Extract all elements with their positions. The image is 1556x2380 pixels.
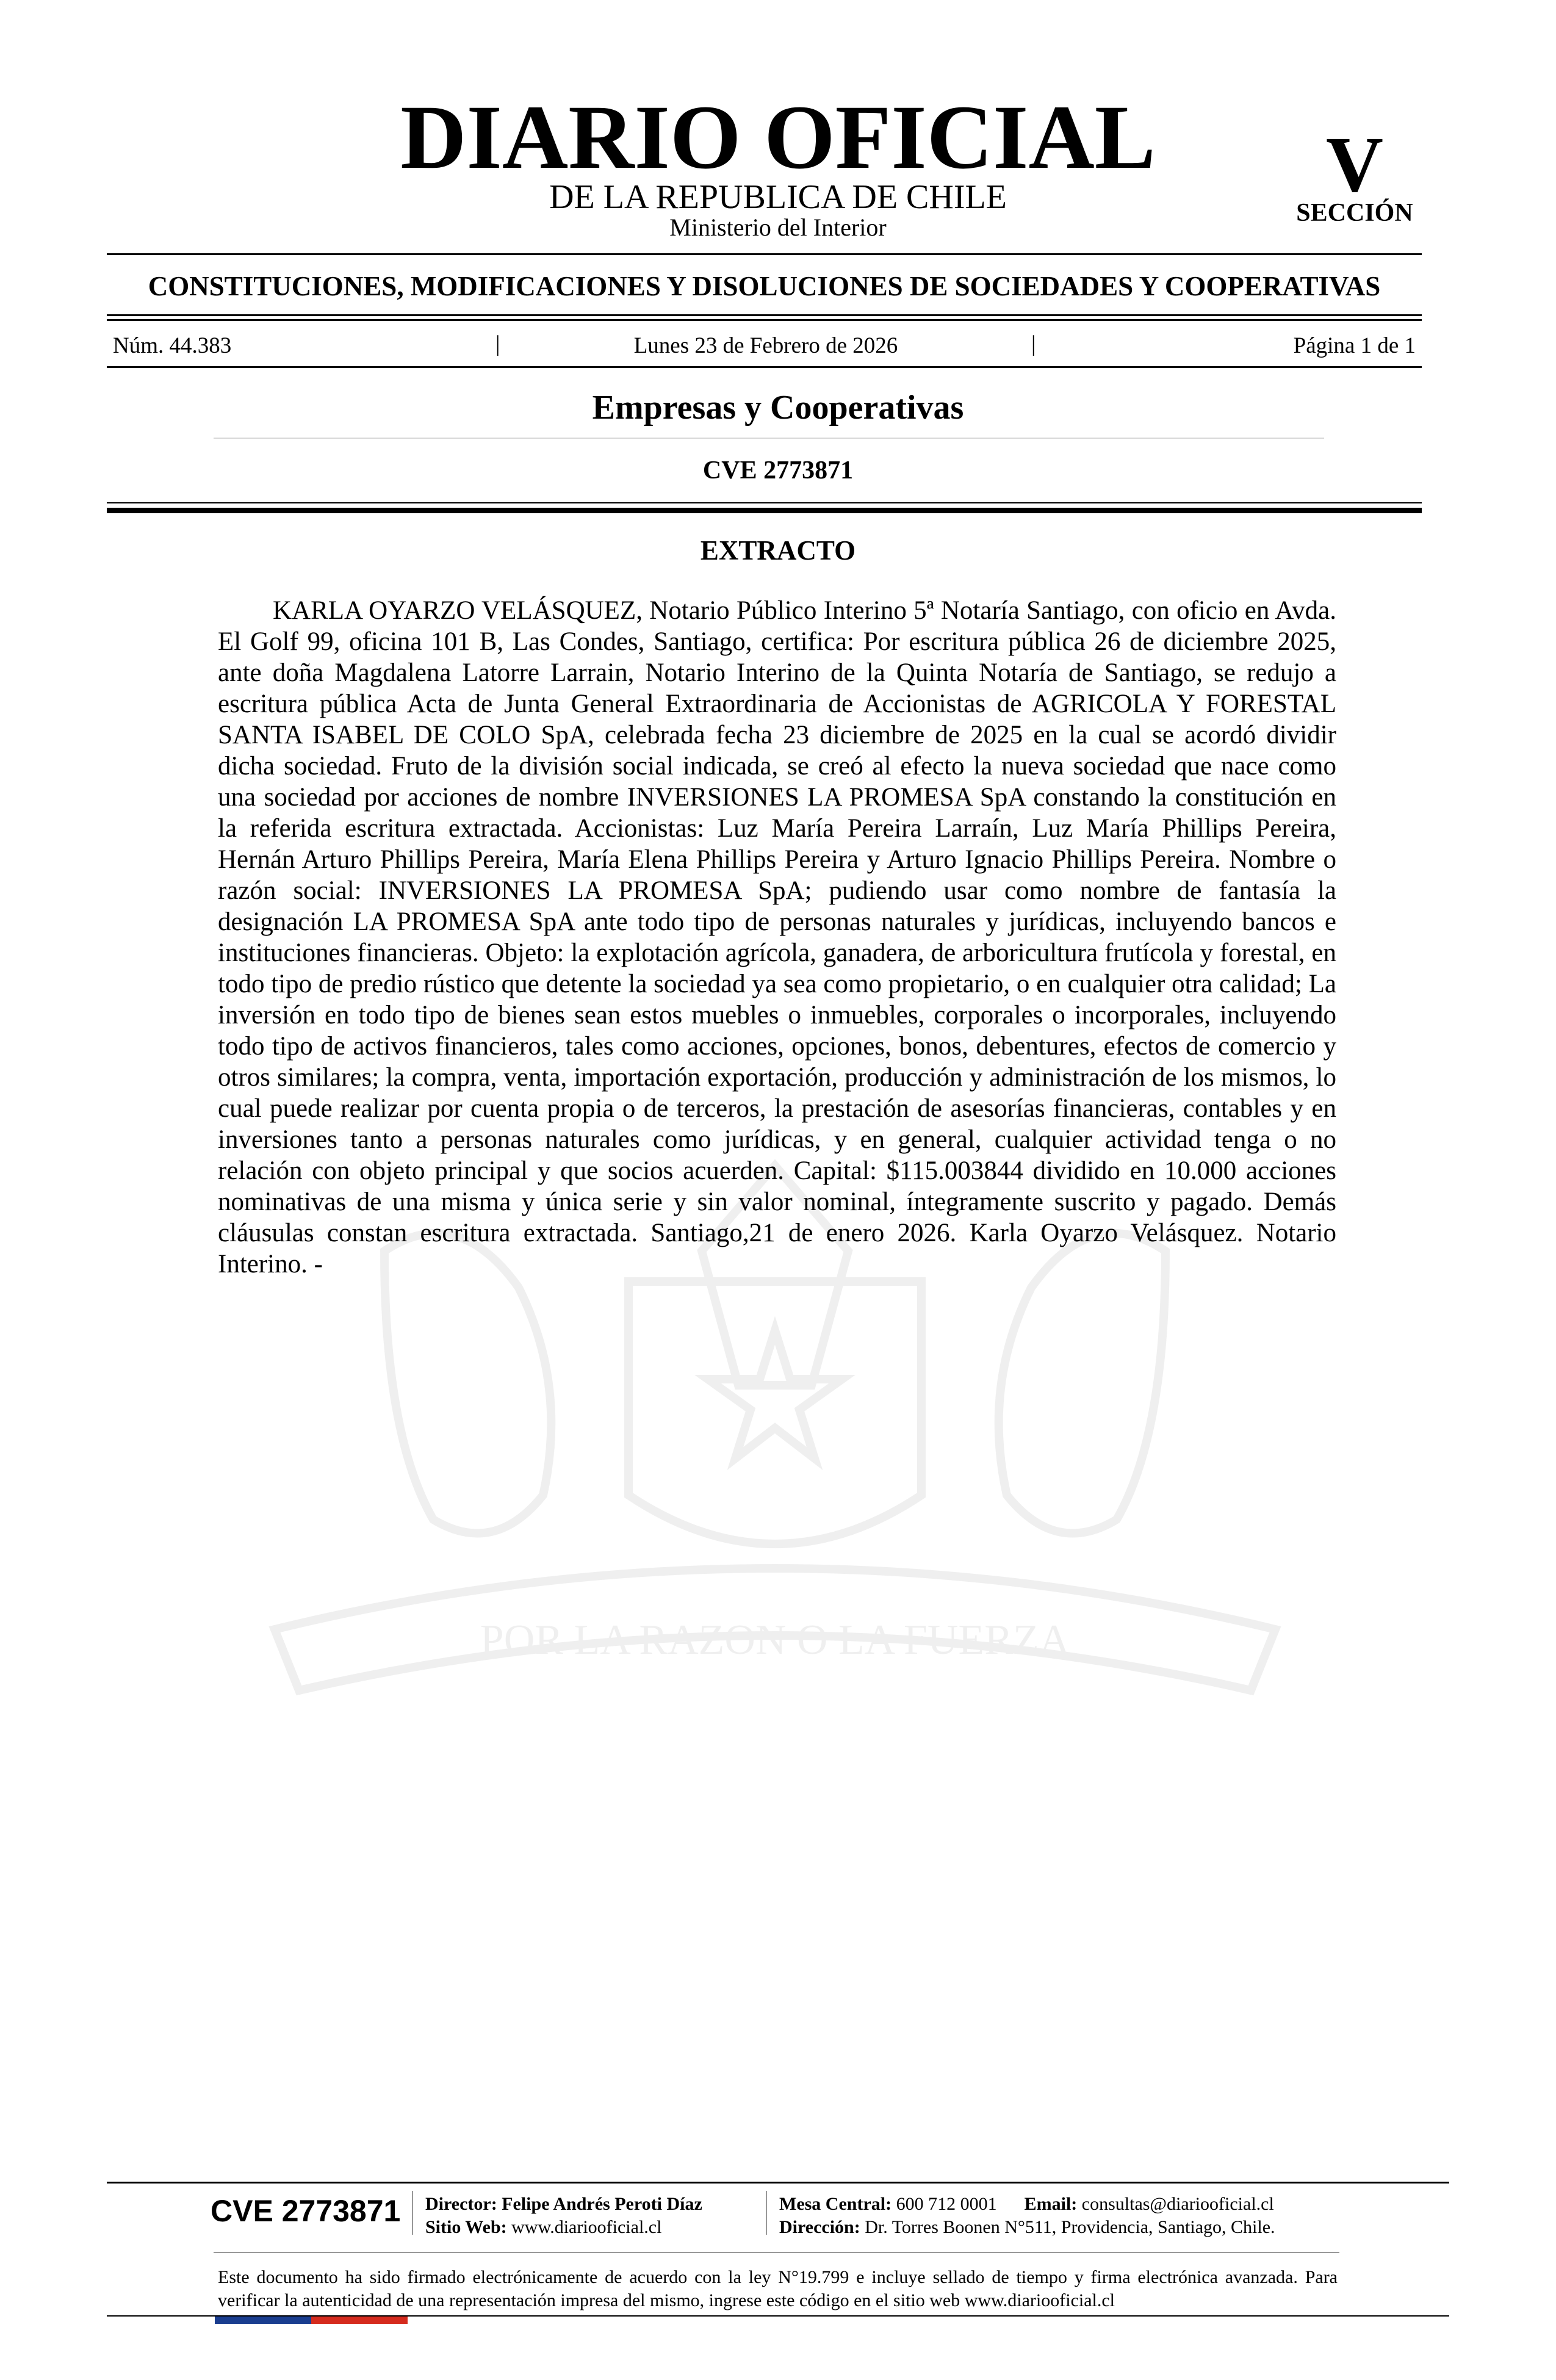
director-name: Felipe Andrés Peroti Díaz bbox=[502, 2194, 702, 2214]
footer-separator bbox=[766, 2191, 767, 2235]
footer-contact bbox=[779, 2195, 1274, 2213]
issue-separator: | bbox=[1031, 331, 1036, 356]
extract-body: KARLA OYARZO VELÁSQUEZ, Notario Público Interino 5ª Notaría Santiago, con oficio en Avda. El Golf 99, oficina 101 B, Las Condes, Santiago, certifica: Por escritura pública 26 de diciembre 2025, ante doña Magdalena Latorre Larrain, Notario Interino de la Quinta Notaría de Santiago, se redujo a escritura pública Acta de Junta General Extraordinaria de Accionistas de AGRICOLA Y FORESTAL SANTA ISABEL DE COLO SpA, celebrada fecha 23 diciembre de 2025 en la cual se acordó dividir dicha sociedad. Fruto de la división social indicada, se creó al efecto la nueva sociedad que nace como una sociedad por acciones de nombre INVERSIONES LA PROMESA SpA constando la constitución en la referida escritura extractada. Accionistas: Luz María Pereira Larraín, Luz María Phillips Pereira, Hernán Arturo Phillips Pereira, María Elena Phillips Pereira y Arturo Ignacio Phillips Pereira. Nombre o razón social: INVERSIONES LA PROMESA SpA; pudiendo usar como nombre de fantasía la designación LA PROMESA SpA ante todo tipo de personas naturales y jurídicas, incluyendo bancos e instituciones financieras. Objeto: la explotación agrícola, ganadera, de arboricultura frutícola y forestal, en todo tipo de predio rústico que detente la sociedad ya sea como propietario, o en cualquier otra calidad; La inversión en todo tipo de bienes sean estos muebles o inmuebles, corporales o incorporales, incluyendo todo tipo de activos financieros, tales como acciones, opciones, bonos, debentures, efectos de comercio y otros similares; la compra, venta, importación exportación, producción y administración de los mismos, lo cual puede realizar por cuenta propia o de terceros, la prestación de asesorías financieras, contables y en inversiones tanto a personas naturales como jurídicas, y en general, cualquier actividad tenga o no relación con objeto principal y que socios acuerden. Capital: $115.003844 dividido en 10.000 acciones nominativas de una misma y única serie y sin valor nominal, íntegramente suscrito y pagado. Demás cláusulas constan escritura extractada. Santiago,21 de enero 2026. Karla Oyarzo Velásquez. Notario Interino. - bbox=[218, 596, 1336, 1278]
phone-label: Mesa Central: bbox=[779, 2194, 892, 2214]
phone-value: 600 712 0001 bbox=[896, 2194, 997, 2214]
address-label: Dirección: bbox=[779, 2217, 860, 2237]
footer-cve-code: CVE 2773871 bbox=[211, 2194, 401, 2228]
category-title: CONSTITUCIONES, MODIFICACIONES Y DISOLUCIONES DE SOCIEDADES Y COOPERATIVAS bbox=[148, 271, 1381, 301]
cve-code: CVE 2773871 bbox=[702, 456, 854, 485]
top-rule bbox=[107, 253, 1422, 255]
cve-rule-lower bbox=[107, 508, 1422, 513]
website-label: Sitio Web: bbox=[425, 2217, 507, 2237]
extract-title: EXTRACTO bbox=[700, 535, 856, 566]
category-rule-upper bbox=[107, 314, 1422, 316]
section-letter: V bbox=[1326, 121, 1383, 209]
address-value: Dr. Torres Boonen N°511, Providencia, Santiago, Chile. bbox=[865, 2217, 1275, 2237]
footer-divider bbox=[214, 2252, 1339, 2253]
heading-divider bbox=[214, 438, 1324, 439]
email-label: Email: bbox=[1024, 2194, 1078, 2214]
category-rule-lower bbox=[107, 319, 1422, 321]
seal-motto: POR LA RAZON O LA FUERZA bbox=[480, 1617, 1070, 1664]
footer-separator bbox=[412, 2191, 413, 2235]
section-heading: Empresas y Cooperativas bbox=[592, 389, 964, 427]
footer-disclaimer: Este documento ha sido firmado electrónicamente de acuerdo con la ley N°19.799 e incluye sellado de tiempo y firma electrónica avanzada. Para verificar la autenticidad de una representación impresa del mismo, ingrese este código en el sitio web www.diariooficial.cl bbox=[218, 2267, 1338, 2310]
footer-director bbox=[425, 2195, 702, 2213]
newspaper-title: DIARIO OFICIAL bbox=[400, 87, 1156, 188]
flag-stripe-red bbox=[311, 2317, 408, 2324]
issue-rule bbox=[107, 366, 1422, 368]
section-label: SECCIÓN bbox=[1296, 199, 1413, 227]
ministry-label: Ministerio del Interior bbox=[669, 214, 887, 241]
page-indicator: Página 1 de 1 bbox=[1293, 333, 1416, 358]
issue-date: Lunes 23 de Febrero de 2026 bbox=[633, 333, 898, 358]
issue-number: Núm. 44.383 bbox=[113, 333, 232, 358]
director-label: Director: bbox=[425, 2194, 497, 2214]
issue-separator: | bbox=[495, 331, 500, 356]
flag-stripe-blue bbox=[215, 2317, 311, 2324]
newspaper-subtitle: DE LA REPUBLICA DE CHILE bbox=[549, 178, 1007, 216]
footer-top-rule bbox=[107, 2182, 1449, 2183]
footer-address bbox=[779, 2218, 1275, 2237]
email-link[interactable]: consultas@diariooficial.cl bbox=[1081, 2194, 1274, 2214]
footer-website bbox=[425, 2218, 661, 2237]
cve-rule-upper bbox=[107, 502, 1422, 503]
website-link[interactable]: www.diariooficial.cl bbox=[511, 2217, 662, 2237]
